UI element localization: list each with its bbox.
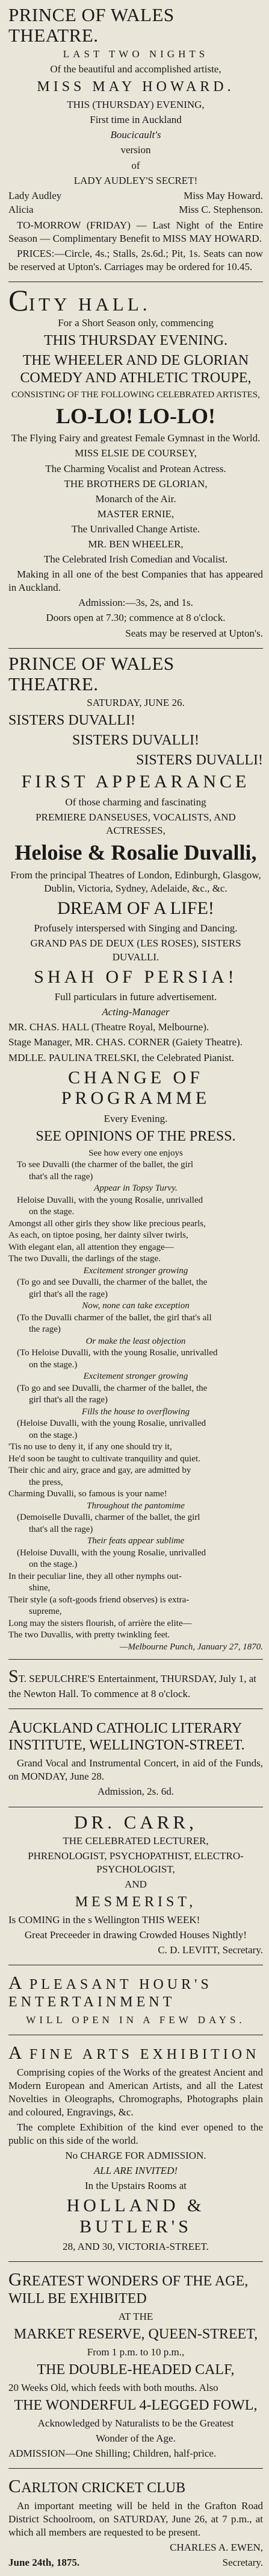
- text-line: Profusely interspersed with Singing and Dancing.: [34, 922, 238, 934]
- text-line: DREAM OF A LIFE!: [57, 898, 214, 918]
- play-title: LADY AUDLEY'S SECRET!: [73, 174, 198, 186]
- ad-heading: A PLEASANT HOUR'S ENTERTAINMENT: [8, 1972, 212, 2010]
- performer-name: THE BROTHERS DE GLORIAN,: [64, 477, 208, 490]
- ad-dr-carr: [8, 1807, 263, 1966]
- text-line: SATURDAY, JUNE 26.: [87, 696, 185, 708]
- ad-greatest-wonders: [8, 2262, 263, 2469]
- text-line: AT THE: [118, 2311, 153, 2323]
- text-paragraph: Comprising copies of the Works of the greatest Ancient and Modern European and American Artists, and all the Latest Novelties in Oleographs, Chromographs, Photographs plain and coloured, Engravings, &c.: [8, 2066, 263, 2118]
- text-line: THE WONDERFUL 4-LEGGED FOWL,: [14, 2397, 258, 2413]
- text-paragraph: TO-MORROW (FRIDAY) — Last Night of the Entire Season — Complimentary Benefit to MISS MAY HOWARD.: [8, 219, 263, 244]
- text-paragraph: An important meeting will be held in the Grafton Road District Schoolroom, on SATURDAY, June 26, at 7 p.m., at which all members are requested to be present.: [8, 2499, 263, 2538]
- text-line: The Unrivalled Change Artiste.: [71, 523, 200, 535]
- text-line: LAST TWO NIGHTS: [63, 48, 209, 60]
- ad-heading: PRINCE OF WALES THEATRE.: [8, 652, 175, 694]
- ad-pleasant-hour: [8, 1965, 263, 2035]
- text-line: For a Short Season only, commencing: [58, 317, 214, 329]
- text-line: FIRST APPEARANCE: [21, 772, 250, 792]
- text-line: of: [131, 159, 140, 171]
- press-poem: See how every one enjoys To see Duvalli (the charmer of the ballet, the girl that's all the rage) Appear in Topsy Turvy. Heloise Duvalli, with the young Rosalie, unrivalled on the stage. Amongst all other girls they show like precious pearls, As each, on tiptoe posing, her dainty silver twirls, With elegant elan, all attention they engage— The two Duvalli, the darlings of the stage. Excitement stronger growing (To go and see Duvalli, the charmer of the ballet, the girl that's all the rage) Now, none can take exception (To the Duvalli charmer of the ballet, the girl that's all the rage) Or make the least objection (To Heloise Duvalli, with the young Rosalie, unrivalled on the stage.) Excitement stronger growing (To go and see Duvalli, the charmer of the ballet, the girl that's all the rage) Fills the house to overflowing (Heloise Duvalli, with the young Rosalie, unrivalled on the stage.) 'Tis no use to deny it, if any one should try it, He'd soon be taught to cultivate tranquility and quiet. Their chic and airy, grace and gay, are admitted by the press, Charming Duvalli, so famous is your name! Throughout the pantomime (Demoiselle Duvalli, charmer of the ballet, the girl that's all the rage) Their feats appear sublime (Heloise Duvalli, with the young Rosalie, unrivalled on the stage.) In their peculiar line, they all other nymphs out- shine, Their style (a soft-goods friend observes) is extra- supreme, Long may the sisters flourish, of arrière the elite— The two Duvallis, with pretty twinkling feet. —Melbourne Punch, January 27, 1870.: [8, 1148, 263, 1652]
- ad-heading: CITY HALL.: [8, 283, 151, 317]
- ad-prince-of-wales-2: [8, 649, 263, 1660]
- text-line: GRAND PAS DE DEUX (LES ROSES), SISTERS DUVALLI.: [30, 937, 241, 963]
- text-line: Acting-Manager: [102, 1006, 170, 1018]
- text-line: Monarch of the Air.: [95, 493, 176, 505]
- text-line: The Charming Vocalist and Protean Actress.: [45, 462, 226, 474]
- ad-city-hall: [8, 282, 263, 649]
- text-line: Great Preceeder in drawing Crowded Houses Nightly!: [24, 1929, 247, 1941]
- text-paragraph: Making in all one of the best Companies that has appeared in Auckland.: [8, 568, 263, 594]
- ad-heading: DR. CARR,: [74, 1811, 197, 1833]
- text-line: 20 Weeks Old, which feeds with both mouths. Also: [8, 2381, 218, 2393]
- text-line: THE CELEBRATED LECTURER,: [63, 1834, 209, 1847]
- text-line: PHRENOLOGIST, PSYCHOPATHIST, ELECTRO-PSYCHOLOGIST,: [28, 1850, 244, 1875]
- performer-name: MASTER ERNIE,: [97, 508, 175, 520]
- text-line: The Celebrated Irish Comedian and Vocalist.: [43, 553, 228, 565]
- text-line: MESMERIST,: [75, 1894, 197, 1910]
- text-line: Of those charming and fascinating: [65, 796, 206, 808]
- text-line: WILL OPEN IN A FEW DAYS.: [26, 2014, 246, 2026]
- troupe-name: THE WHEELER AND DE GLORIAN COMEDY AND ATHLETIC TROUPE,: [20, 352, 252, 386]
- text-paragraph: Grand Vocal and Instrumental Concert, in aid of the Funds, on MONDAY, June 28.: [8, 1757, 263, 1783]
- text-line: SHAH OF PERSIA!: [34, 966, 238, 987]
- text-line: Acknowledged by Naturalists to be the Greatest: [37, 2417, 234, 2429]
- ad-carlton-cricket: [8, 2469, 263, 2576]
- signature-row: June 24th, 1875. Secretary.: [8, 2557, 263, 2569]
- ad-heading: CARLTON CRICKET CLUB: [8, 2475, 186, 2497]
- ad-fine-arts: [8, 2035, 263, 2263]
- signature: C. D. LEVITT, Secretary.: [158, 1944, 263, 1956]
- address: 28, AND 30, VICTORIA-STREET.: [63, 2241, 209, 2253]
- text-line: SEE OPINIONS OF THE PRESS.: [36, 1128, 236, 1144]
- text-line: MARKET RESERVE, QUEEN-STREET,: [13, 2326, 258, 2343]
- admission-text: Admission:—3s, 2s, and 1s.: [78, 597, 193, 609]
- text-paragraph: The complete Exhibition of the kind ever opened to the public on this side of the world.: [8, 2121, 263, 2146]
- text-line: MR. CHAS. HALL (Theatre Royal, Melbourne).: [8, 1021, 209, 1033]
- text-paragraph: From the principal Theatres of London, Edinburgh, Glasgow, Dublin, Victoria, Sydney, Adelaide, &c., &c.: [10, 869, 261, 894]
- text-line: Every Evening.: [104, 1112, 168, 1124]
- ad-prince-of-wales-1: [8, 0, 263, 282]
- text-line: THE DOUBLE-HEADED CALF,: [37, 2362, 235, 2378]
- text-line: THIS THURSDAY EVENING.: [43, 333, 228, 349]
- text-line: CHANGE OF PROGRAMME: [61, 1067, 211, 1109]
- performer-names: Heloise & Rosalie Duvalli,: [14, 840, 257, 865]
- text-line: Wonder of the Age.: [96, 2432, 176, 2444]
- signature: CHARLES A. EWEN,: [170, 2542, 263, 2554]
- text-line: CONSISTING OF THE FOLLOWING CELEBRATED ARTISTES,: [11, 389, 260, 400]
- ad-catholic-institute: [8, 1709, 263, 1807]
- text-line: SISTERS DUVALLI!: [8, 712, 135, 728]
- ad-heading: GREATEST WONDERS OF THE AGE, WILL BE EXHIBITED: [8, 2269, 249, 2307]
- text-line: SISTERS DUVALLI!: [72, 732, 199, 748]
- text-line: Boucicault's: [110, 129, 161, 141]
- text-line: SISTERS DUVALLI!: [136, 752, 263, 768]
- text-line: ALL ARE INVITED!: [93, 2165, 178, 2177]
- ad-heading: AUCKLAND CATHOLIC LITERARY INSTITUTE, WELLINGTON-STREET.: [8, 1715, 245, 1754]
- ad-heading: PRINCE OF WALES THEATRE.: [8, 4, 175, 46]
- text-line: Is COMING in the s Wellington THIS WEEK!: [8, 1913, 200, 1926]
- text-line: PREMIERE DANSEUSES, VOCALISTS, AND ACTRESSES,: [36, 811, 236, 837]
- text-line: AND: [125, 1878, 147, 1890]
- cast-row: Alicia Miss C. Stephenson.: [8, 203, 263, 215]
- text-line: Doors open at 7.30; commence at 8 o'clock.: [46, 612, 226, 624]
- text-line: Of the beautiful and accomplished artiste,: [50, 63, 221, 75]
- admission-text: ADMISSION—One Shilling; Children, half-price.: [8, 2447, 217, 2459]
- admission-text: Admission, 2s. 6d.: [97, 1786, 175, 1798]
- text-line: The Flying Fairy and greatest Female Gymnast in the World.: [11, 432, 261, 444]
- ad-text: ST. SEPULCHRE'S Entertainment, THURSDAY, July 1, at the Newton Hall. To commence at 8 o'clock.: [8, 1666, 257, 1699]
- text-line: First time in Auckland: [90, 114, 182, 126]
- text-line: No CHARGE FOR ADMISSION.: [65, 2150, 206, 2162]
- text-line: Seats may be reserved at Upton's.: [125, 627, 263, 639]
- text-line: Full particulars in future advertisement.: [54, 991, 217, 1003]
- text-line: From 1 p.m. to 10 p.m.,: [87, 2346, 185, 2358]
- performer-name: MR. BEN WHEELER,: [88, 538, 184, 550]
- text-line: THIS (THURSDAY) EVENING,: [67, 99, 205, 111]
- cast-row: Lady Audley Miss May Howard.: [8, 189, 263, 201]
- text-line: MDLLE. PAULINA TRELSKI, the Celebrated Pianist.: [8, 1051, 234, 1063]
- performer-name: MISS MAY HOWARD.: [37, 79, 235, 95]
- text-line: version: [120, 144, 151, 156]
- ad-st-sepulchre: [8, 1660, 263, 1709]
- performer-name: MISS ELSIE DE COURSEY,: [75, 447, 197, 459]
- text-line: In the Upstairs Rooms at: [84, 2180, 187, 2192]
- performer-name: LO-LO! LO-LO!: [55, 403, 215, 428]
- firm-name: HOLLAND & BUTLER'S: [66, 2196, 205, 2237]
- ad-heading: A FINE ARTS EXHIBITION: [8, 2041, 260, 2063]
- prices-text: PRICES:—Circle, 4s.; Stalls, 2s.6d.; Pit, 1s. Seats can now be reserved at Upton's. Carriages may be ordered for 10.45.: [8, 247, 263, 272]
- text-line: Stage Manager, MR. CHAS. CORNER (Gaiety Theatre).: [8, 1036, 243, 1048]
